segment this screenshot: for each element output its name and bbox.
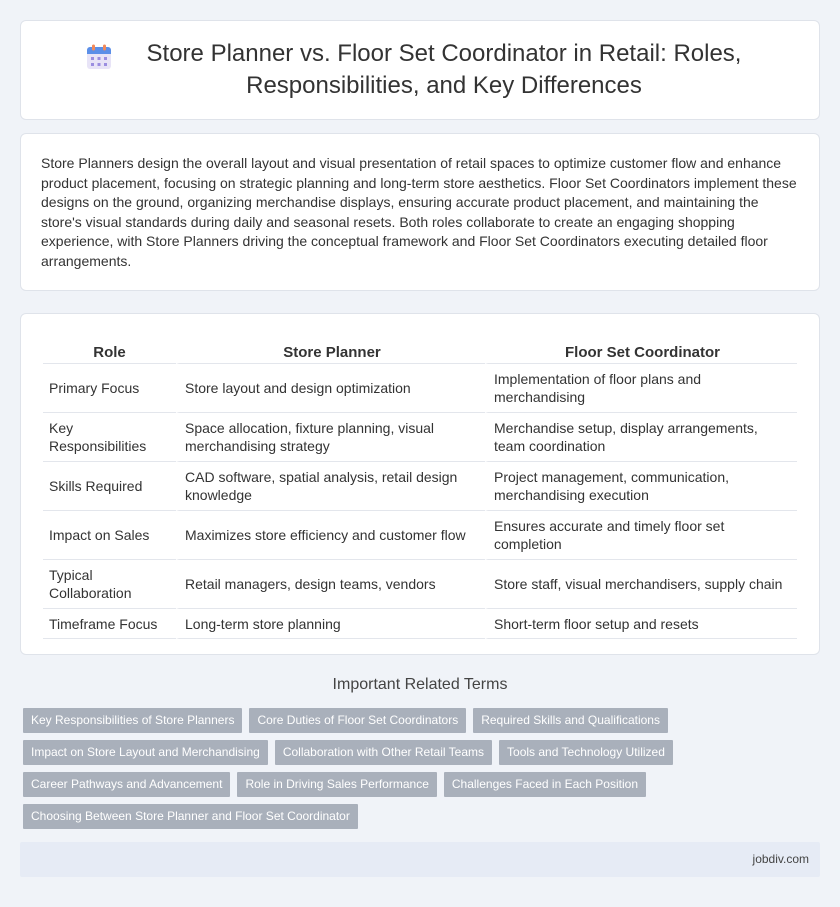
- table-cell: Maximizes store efficiency and customer flow: [176, 511, 485, 560]
- title-wrap: [86, 38, 754, 102]
- related-term-tag[interactable]: Choosing Between Store Planner and Floor Set Coordinator: [23, 804, 358, 829]
- table-cell: Ensures accurate and timely floor set completion: [485, 511, 797, 560]
- tag-row: [23, 804, 813, 829]
- footer: [20, 842, 820, 877]
- column-header-store-planner: Store Planner: [176, 332, 485, 364]
- table-cell: Store layout and design optimization: [176, 364, 485, 413]
- table-row: [43, 364, 797, 413]
- table-cell: Project management, communication, merchandising execution: [485, 462, 797, 511]
- related-term-tag[interactable]: Collaboration with Other Retail Teams: [275, 740, 492, 765]
- tag-row: [23, 772, 813, 797]
- tag-row: [23, 740, 813, 765]
- table-cell: Timeframe Focus: [43, 609, 176, 639]
- table-cell: Impact on Sales: [43, 511, 176, 560]
- related-terms-list: [23, 708, 813, 836]
- table-cell: CAD software, spatial analysis, retail design knowledge: [176, 462, 485, 511]
- related-term-tag[interactable]: Career Pathways and Advancement: [23, 772, 230, 797]
- table-row: [43, 609, 797, 639]
- table-cell: Long-term store planning: [176, 609, 485, 639]
- table-cell: Skills Required: [43, 462, 176, 511]
- table-cell: Merchandise setup, display arrangements, team coordination: [485, 413, 797, 462]
- table-row: [43, 560, 797, 609]
- comparison-table-card: [20, 313, 820, 655]
- table-cell: Retail managers, design teams, vendors: [176, 560, 485, 609]
- tag-row: [23, 708, 813, 733]
- related-terms-title: Important Related Terms: [332, 676, 508, 693]
- table-row: [43, 462, 797, 511]
- table-cell: Implementation of floor plans and merchandising: [485, 364, 797, 413]
- table-cell: Space allocation, fixture planning, visual merchandising strategy: [176, 413, 485, 462]
- table-header-row: [43, 332, 797, 364]
- related-term-tag[interactable]: Key Responsibilities of Store Planners: [23, 708, 242, 733]
- table-cell: Primary Focus: [43, 364, 176, 413]
- table-cell: Key Responsibilities: [43, 413, 176, 462]
- comparison-table: [43, 332, 797, 639]
- related-term-tag[interactable]: Required Skills and Qualifications: [473, 708, 668, 733]
- related-term-tag[interactable]: Challenges Faced in Each Position: [444, 772, 646, 797]
- related-term-tag[interactable]: Core Duties of Floor Set Coordinators: [249, 708, 466, 733]
- footer-site-link[interactable]: jobdiv.com: [752, 852, 809, 866]
- table-cell: Short-term floor setup and resets: [485, 609, 797, 639]
- column-header-role: Role: [43, 332, 176, 364]
- intro-card: [20, 133, 820, 291]
- table-row: [43, 413, 797, 462]
- column-header-floor-set-coordinator: Floor Set Coordinator: [485, 332, 797, 364]
- page-title: Store Planner vs. Floor Set Coordinator in Retail: Roles, Responsibilities, and Key Differences: [146, 40, 742, 99]
- title-card: [20, 20, 820, 120]
- table-cell: Store staff, visual merchandisers, supply chain: [485, 560, 797, 609]
- intro-paragraph: Store Planners design the overall layout and visual presentation of retail spaces to optimize customer flow and enhance product placement, focusing on strategic planning and long-term store aesthetics. Floor Set Coordinators implement these designs on the ground, organizing merchandise displays, ensuring accurate product placement, and maintaining the store's visual standards during daily and seasonal resets. Both roles collaborate to create an engaging shopping experience, with Store Planners driving the conceptual framework and Floor Set Coordinators executing detailed floor arrangements.: [41, 155, 797, 269]
- calendar-icon: [86, 44, 112, 70]
- table-row: [43, 511, 797, 560]
- related-term-tag[interactable]: Tools and Technology Utilized: [499, 740, 673, 765]
- table-cell: Typical Collaboration: [43, 560, 176, 609]
- related-term-tag[interactable]: Impact on Store Layout and Merchandising: [23, 740, 268, 765]
- related-term-tag[interactable]: Role in Driving Sales Performance: [237, 772, 436, 797]
